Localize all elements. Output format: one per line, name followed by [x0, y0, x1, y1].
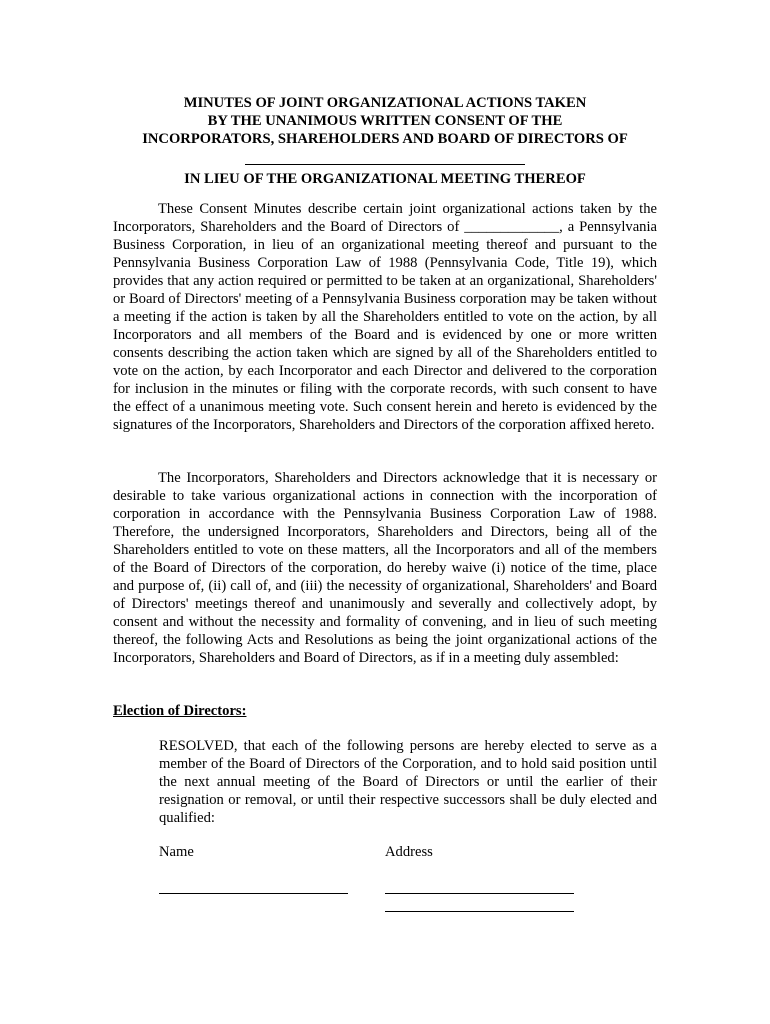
title-line-1: MINUTES OF JOINT ORGANIZATIONAL ACTIONS TAKEN: [183, 95, 587, 111]
title-line-2: BY THE UNANIMOUS WRITTEN CONSENT OF THE: [207, 113, 563, 129]
address-column-label: Address: [385, 844, 433, 860]
section-heading-election-of-directors: Election of Directors:: [113, 703, 247, 719]
paragraph-acknowledgement: The Incorporators, Shareholders and Directors acknowledge that it is necessary or desirable to take various organizational actions in connection with the incorporation of corporation in accordance with the Pennsylvania Business Corporation Law of 1988. Therefore, the undersigned Incorporators, Shareholders and Directors, being all of the Shareholders entitled to vote on these matters, all the Incorporators and all of the members of the Board of Directors of the corporation, do hereby waive (i) notice of the time, place and purpose of, (ii) call of, and (iii) the necessity of organizational, Shareholders' and Board of Directors' meetings thereof and unanimously and severally and collectively adopt, by consent and without the necessity and formality of convening, and in lieu of such meeting thereof, the following Acts and Resolutions as being the joint organizational actions of the Incorporators, Shareholders and Board of Directors, as if in a meeting duly assembled:: [113, 470, 657, 666]
title-line-4: IN LIEU OF THE ORGANIZATIONAL MEETING THEREOF: [184, 171, 586, 187]
title-line-3: INCORPORATORS, SHAREHOLDERS AND BOARD OF DIRECTORS OF: [142, 131, 628, 147]
paragraph-consent-minutes: These Consent Minutes describe certain joint organizational actions taken by the Incorporators, Shareholders and the Board of Directors of _____________, a Pennsylvania Business Corporation, in lieu of an organizational meeting thereof and pursuant to the Pennsylvania Business Corporation Law of 1988 (Pennsylvania Code, Title 19), which provides that any action required or permitted to be taken at an organizational, Shareholders' or Board of Directors' meeting of a Pennsylvania Business corporation may be taken without a meeting if the action is taken by all the Shareholders entitled to vote on the action, by all Incorporators and all members of the Board and is evidenced by one or more written consents describing the action taken which are signed by all of the Shareholders entitled to vote on the action, by each Incorporator and each Director and delivered to the corporation for inclusion in the minutes or filing with the corporate records, with such consent to have the effect of a unanimous meeting vote. Such consent herein and hereto is evidenced by the signatures of the Incorporators, Shareholders and Directors of the corporation affixed hereto.: [113, 201, 657, 433]
address-blank-line-1: [385, 893, 574, 894]
resolution-text: RESOLVED, that each of the following persons are hereby elected to serve as a member of the Board of Directors of the Corporation, and to hold said position until the next annual meeting of the Board of Directors or until the earlier of their resignation or removal, or until their respective successors shall be duly elected and qualified:: [159, 738, 657, 826]
name-column-label: Name: [159, 844, 194, 860]
corporation-name-blank: [245, 148, 525, 165]
address-blank-line-2: [385, 911, 574, 912]
name-blank-line: [159, 893, 348, 894]
document-title: [113, 94, 657, 188]
